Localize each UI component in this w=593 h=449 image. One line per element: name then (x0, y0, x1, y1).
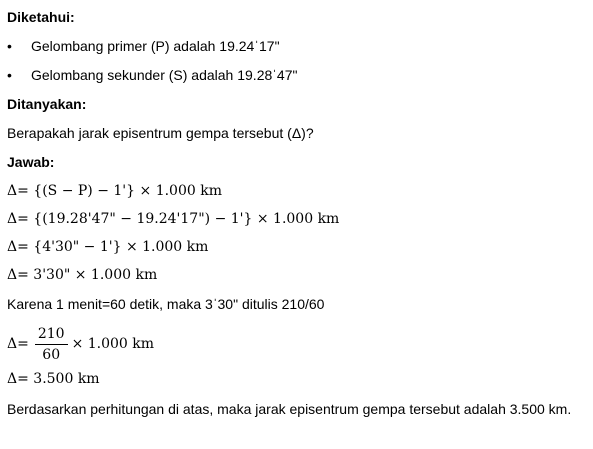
ditanyakan-heading: Ditanyakan: (7, 96, 87, 112)
list-item (7, 37, 280, 55)
list-item (7, 66, 297, 84)
result-line: Δ= 3.500 km (7, 371, 100, 387)
bullet-icon: • (7, 67, 12, 83)
bullet-icon: • (7, 38, 12, 54)
fraction-numerator: 210 (37, 325, 65, 342)
question-text: Berapakah jarak episentrum gempa tersebut (Δ)? (7, 125, 314, 141)
formula-step-3: Δ= {4'30" − 1'} × 1.000 km (7, 239, 209, 255)
fraction-denominator: 60 (42, 346, 61, 363)
fraction-equation (7, 322, 154, 366)
conversion-note: Karena 1 menit=60 detik, maka 3ˈ30" ditulis 210/60 (7, 296, 325, 312)
fraction-prefix: Δ= (7, 336, 29, 352)
conclusion-paragraph: Berdasarkan perhitungan di atas, maka jarak episentrum gempa tersebut adalah 3.500 km. (7, 401, 572, 417)
fraction-suffix: × 1.000 km (71, 336, 155, 352)
formula-step-4: Δ= 3'30" × 1.000 km (7, 267, 158, 283)
primer-wave-text: Gelombang primer (P) adalah 19.24ˈ17" (31, 38, 280, 54)
fraction (35, 325, 68, 364)
formula-step-2: Δ= {(19.28'47" − 19.24'17") − 1'} × 1.000 km (7, 211, 340, 227)
sekunder-wave-text: Gelombang sekunder (S) adalah 19.28ˈ47" (31, 67, 298, 83)
diketahui-heading: Diketahui: (7, 9, 75, 25)
jawab-heading: Jawab: (7, 154, 55, 170)
fraction-bar (35, 344, 68, 345)
formula-step-1: Δ= {(S − P) − 1'} × 1.000 km (7, 183, 222, 199)
